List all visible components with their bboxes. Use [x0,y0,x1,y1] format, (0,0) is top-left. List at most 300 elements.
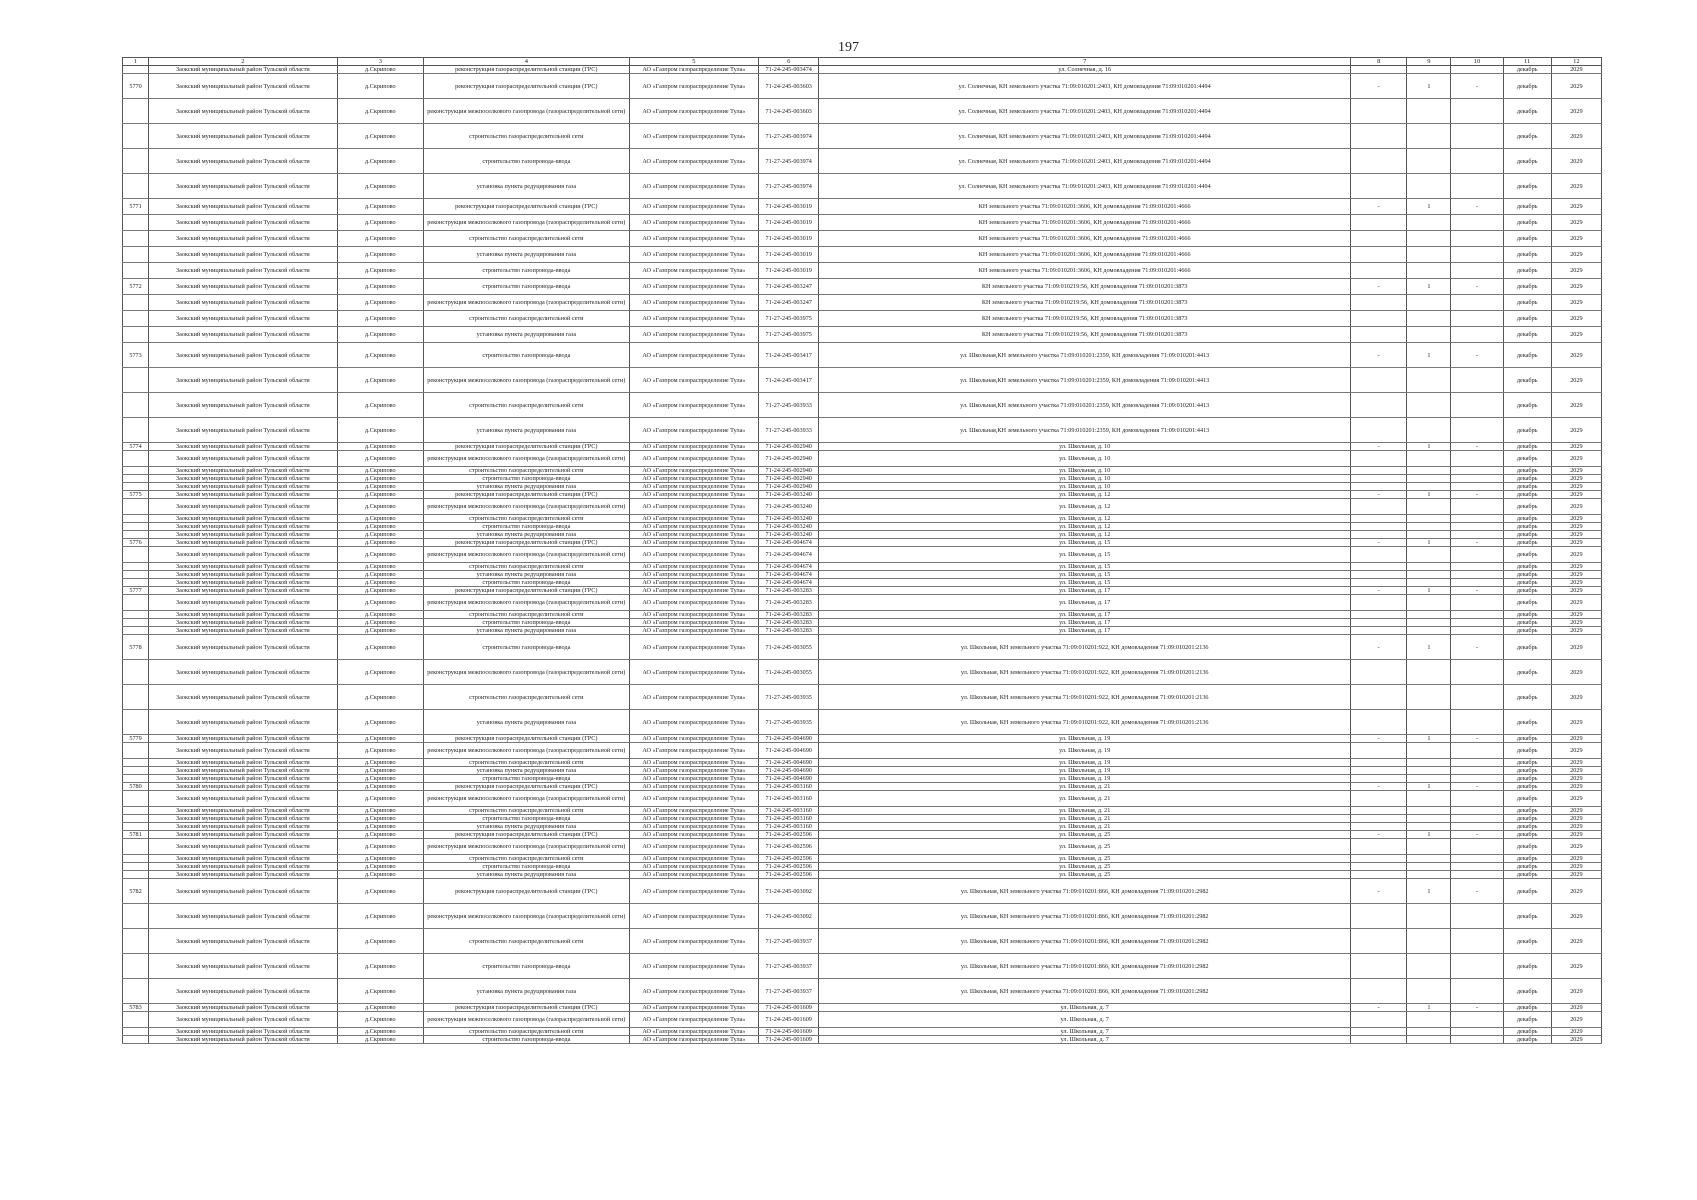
col8-cell [1351,475,1407,483]
col10-cell [1451,571,1503,579]
year-cell: 2029 [1551,735,1601,743]
table-row [123,491,1602,499]
row-number [123,263,149,279]
col10-cell: - [1451,343,1503,368]
col10-cell [1451,451,1503,467]
col8-cell [1351,1036,1407,1044]
organization-cell: АО «Газпром газораспределение Тула» [629,515,758,523]
col10-cell [1451,775,1503,783]
village-cell: д.Скрипово [337,531,423,539]
year-cell: 2029 [1551,279,1601,295]
col10-cell: - [1451,279,1503,295]
month-cell: декабрь [1503,710,1551,735]
col10-cell: - [1451,879,1503,904]
col10-cell [1451,611,1503,619]
col9-cell [1407,99,1451,124]
organization-cell: АО «Газпром газораспределение Тула» [629,443,758,451]
row-number: 5777 [123,587,149,595]
month-cell: декабрь [1503,587,1551,595]
work-type-cell: реконструкция межпоселкового газопровода (газораспределительной сети) [423,595,629,611]
month-cell: декабрь [1503,879,1551,904]
table-row [123,743,1602,759]
col9-cell [1407,215,1451,231]
row-number [123,791,149,807]
district-cell: Заокский муниципальный район Тульской области [149,775,338,783]
address-cell: ул. Школьная, д. 25 [819,863,1351,871]
district-cell: Заокский муниципальный район Тульской области [149,579,338,587]
col8-cell [1351,660,1407,685]
month-cell: декабрь [1503,124,1551,149]
work-type-cell: строительство газораспределительной сети [423,231,629,247]
col9-cell: 1 [1407,279,1451,295]
cadastral-code-cell: 71-24-245-003160 [759,807,819,815]
village-cell: д.Скрипово [337,539,423,547]
row-number [123,515,149,523]
district-cell: Заокский муниципальный район Тульской области [149,571,338,579]
work-type-cell: строительство газопровода-ввода [423,475,629,483]
month-cell: декабрь [1503,685,1551,710]
col9-cell [1407,467,1451,475]
col10-cell [1451,263,1503,279]
organization-cell: АО «Газпром газораспределение Тула» [629,595,758,611]
organization-cell: АО «Газпром газораспределение Тула» [629,1012,758,1028]
col10-cell [1451,368,1503,393]
district-cell: Заокский муниципальный район Тульской области [149,531,338,539]
organization-cell: АО «Газпром газораспределение Тула» [629,247,758,263]
organization-cell: АО «Газпром газораспределение Тула» [629,735,758,743]
work-type-cell: реконструкция межпоселкового газопровода (газораспределительной сети) [423,499,629,515]
district-cell: Заокский муниципальный район Тульской области [149,1004,338,1012]
organization-cell: АО «Газпром газораспределение Тула» [629,483,758,491]
organization-cell: АО «Газпром газораспределение Тула» [629,759,758,767]
col10-cell [1451,311,1503,327]
cadastral-code-cell: 71-27-245-003974 [759,124,819,149]
district-cell: Заокский муниципальный район Тульской области [149,1012,338,1028]
village-cell: д.Скрипово [337,451,423,467]
year-cell: 2029 [1551,619,1601,627]
month-cell: декабрь [1503,451,1551,467]
village-cell: д.Скрипово [337,443,423,451]
col8-cell: - [1351,343,1407,368]
row-number [123,743,149,759]
col8-cell [1351,710,1407,735]
table-row [123,418,1602,443]
month-cell: декабрь [1503,393,1551,418]
year-cell: 2029 [1551,627,1601,635]
village-cell: д.Скрипово [337,929,423,954]
organization-cell: АО «Газпром газораспределение Тула» [629,311,758,327]
address-cell: ул. Школьная, д. 15 [819,579,1351,587]
col10-cell: - [1451,735,1503,743]
year-cell: 2029 [1551,1036,1601,1044]
col10-cell [1451,531,1503,539]
table-row [123,791,1602,807]
table-row [123,547,1602,563]
col9-cell [1407,295,1451,311]
col8-cell [1351,1028,1407,1036]
district-cell: Заокский муниципальный район Тульской области [149,418,338,443]
col9-cell [1407,904,1451,929]
organization-cell: АО «Газпром газораспределение Тула» [629,710,758,735]
year-cell: 2029 [1551,571,1601,579]
village-cell: д.Скрипово [337,839,423,855]
organization-cell: АО «Газпром газораспределение Тула» [629,1028,758,1036]
table-row [123,393,1602,418]
col10-cell [1451,979,1503,1004]
address-cell: ул. Школьная, д. 21 [819,783,1351,791]
cadastral-code-cell: 71-24-245-003603 [759,74,819,99]
cadastral-code-cell: 71-24-245-004674 [759,563,819,571]
month-cell: декабрь [1503,831,1551,839]
year-cell: 2029 [1551,443,1601,451]
year-cell: 2029 [1551,783,1601,791]
table-row [123,759,1602,767]
village-cell: д.Скрипово [337,263,423,279]
district-cell: Заокский муниципальный район Тульской области [149,783,338,791]
cadastral-code-cell: 71-24-245-004690 [759,775,819,783]
village-cell: д.Скрипово [337,247,423,263]
col10-cell [1451,99,1503,124]
district-cell: Заокский муниципальный район Тульской области [149,1028,338,1036]
col10-cell [1451,627,1503,635]
row-number [123,571,149,579]
col9-cell [1407,775,1451,783]
row-number [123,475,149,483]
work-type-cell: установка пункта редуцирования газа [423,871,629,879]
month-cell: декабрь [1503,418,1551,443]
district-cell: Заокский муниципальный район Тульской области [149,343,338,368]
row-number: 5775 [123,491,149,499]
year-cell: 2029 [1551,563,1601,571]
col9-cell [1407,499,1451,515]
cadastral-code-cell: 71-27-245-003935 [759,685,819,710]
month-cell: декабрь [1503,66,1551,74]
table-row [123,327,1602,343]
col8-cell [1351,823,1407,831]
work-type-cell: строительство газопровода-ввода [423,579,629,587]
col9-cell: 1 [1407,74,1451,99]
table-row [123,247,1602,263]
work-type-cell: строительство газораспределительной сети [423,855,629,863]
row-number [123,1012,149,1028]
district-cell: Заокский муниципальный район Тульской области [149,831,338,839]
address-cell: ул. Школьная, д. 19 [819,735,1351,743]
row-number: 5780 [123,783,149,791]
month-cell: декабрь [1503,979,1551,1004]
cadastral-code-cell: 71-27-245-003933 [759,393,819,418]
work-type-cell: реконструкция межпоселкового газопровода (газораспределительной сети) [423,547,629,563]
cadastral-code-cell: 71-24-245-002940 [759,475,819,483]
row-number: 5770 [123,74,149,99]
cadastral-code-cell: 71-24-245-001609 [759,1028,819,1036]
table-row [123,451,1602,467]
district-cell: Заокский муниципальный район Тульской области [149,823,338,831]
work-type-cell: строительство газопровода-ввода [423,279,629,295]
village-cell: д.Скрипово [337,879,423,904]
organization-cell: АО «Газпром газораспределение Тула» [629,767,758,775]
row-number [123,247,149,263]
col8-cell [1351,393,1407,418]
work-type-cell: строительство газопровода-ввода [423,815,629,823]
col8-cell: - [1351,879,1407,904]
col10-cell [1451,1012,1503,1028]
col9-cell [1407,807,1451,815]
work-type-cell: установка пункта редуцирования газа [423,571,629,579]
row-number [123,954,149,979]
year-cell: 2029 [1551,660,1601,685]
village-cell: д.Скрипово [337,1028,423,1036]
table-row [123,807,1602,815]
cadastral-code-cell: 71-24-245-003019 [759,199,819,215]
page-number: 197 [838,40,859,55]
cadastral-code-cell: 71-24-245-002596 [759,839,819,855]
col9-cell: 1 [1407,735,1451,743]
organization-cell: АО «Газпром газораспределение Тула» [629,475,758,483]
year-cell: 2029 [1551,791,1601,807]
work-type-cell: установка пункта редуцирования газа [423,327,629,343]
work-type-cell: реконструкция межпоселкового газопровода (газораспределительной сети) [423,451,629,467]
month-cell: декабрь [1503,539,1551,547]
work-type-cell: строительство газораспределительной сети [423,515,629,523]
col9-cell [1407,149,1451,174]
district-cell: Заокский муниципальный район Тульской области [149,904,338,929]
row-number: 5781 [123,831,149,839]
month-cell: декабрь [1503,215,1551,231]
cadastral-code-cell: 71-24-245-004690 [759,735,819,743]
cadastral-code-cell: 71-24-245-002940 [759,483,819,491]
col9-cell [1407,311,1451,327]
cadastral-code-cell: 71-24-245-003019 [759,231,819,247]
col10-cell [1451,815,1503,823]
col8-cell [1351,263,1407,279]
col9-cell [1407,759,1451,767]
year-cell: 2029 [1551,231,1601,247]
district-cell: Заокский муниципальный район Тульской области [149,660,338,685]
district-cell: Заокский муниципальный район Тульской области [149,595,338,611]
district-cell: Заокский муниципальный район Тульской области [149,539,338,547]
organization-cell: АО «Газпром газораспределение Тула» [629,783,758,791]
col8-cell [1351,547,1407,563]
district-cell: Заокский муниципальный район Тульской области [149,523,338,531]
year-cell: 2029 [1551,807,1601,815]
row-number [123,99,149,124]
year-cell: 2029 [1551,1004,1601,1012]
work-type-cell: строительство газопровода-ввода [423,343,629,368]
month-cell: декабрь [1503,1012,1551,1028]
organization-cell: АО «Газпром газораспределение Тула» [629,531,758,539]
address-cell: ул. Школьная, д. 7 [819,1004,1351,1012]
table-row [123,571,1602,579]
row-number [123,855,149,863]
month-cell: декабрь [1503,483,1551,491]
month-cell: декабрь [1503,791,1551,807]
work-type-cell: строительство газораспределительной сети [423,393,629,418]
year-cell: 2029 [1551,904,1601,929]
district-cell: Заокский муниципальный район Тульской области [149,767,338,775]
district-cell: Заокский муниципальный район Тульской области [149,815,338,823]
work-type-cell: установка пункта редуцирования газа [423,710,629,735]
district-cell: Заокский муниципальный район Тульской области [149,929,338,954]
address-cell: ул. Школьная, КН земельного участка 71:09:010201:866, КН домовладения 71:09:010201:2982 [819,954,1351,979]
organization-cell: АО «Газпром газораспределение Тула» [629,66,758,74]
table-row [123,767,1602,775]
organization-cell: АО «Газпром газораспределение Тула» [629,579,758,587]
col9-cell [1407,393,1451,418]
work-type-cell: установка пункта редуцирования газа [423,483,629,491]
address-cell: ул. Школьная,КН земельного участка 71:09:010201:2359, КН домовладения 71:09:010201:4413 [819,418,1351,443]
year-cell: 2029 [1551,263,1601,279]
table-row [123,831,1602,839]
village-cell: д.Скрипово [337,499,423,515]
col9-cell [1407,515,1451,523]
village-cell: д.Скрипово [337,174,423,199]
work-type-cell: реконструкция газораспределительной станции (ГРС) [423,879,629,904]
work-type-cell: строительство газопровода-ввода [423,863,629,871]
organization-cell: АО «Газпром газораспределение Тула» [629,611,758,619]
work-type-cell: строительство газопровода-ввода [423,523,629,531]
col8-cell [1351,863,1407,871]
table-row [123,627,1602,635]
district-cell: Заокский муниципальный район Тульской области [149,871,338,879]
cadastral-code-cell: 71-27-245-003933 [759,418,819,443]
col9-cell [1407,710,1451,735]
col10-cell: - [1451,1004,1503,1012]
work-type-cell: реконструкция газораспределительной станции (ГРС) [423,443,629,451]
district-cell: Заокский муниципальный район Тульской области [149,368,338,393]
address-cell: ул. Школьная, д. 12 [819,531,1351,539]
cadastral-code-cell: 71-24-245-001609 [759,1012,819,1028]
district-cell: Заокский муниципальный район Тульской области [149,563,338,571]
village-cell: д.Скрипово [337,1004,423,1012]
year-cell: 2029 [1551,1012,1601,1028]
address-cell: ул. Школьная, д. 25 [819,831,1351,839]
table-row [123,635,1602,660]
address-cell: ул. Школьная, д. 19 [819,767,1351,775]
work-type-cell: реконструкция газораспределительной станции (ГРС) [423,587,629,595]
col8-cell [1351,418,1407,443]
work-type-cell: реконструкция межпоселкового газопровода (газораспределительной сети) [423,368,629,393]
year-cell: 2029 [1551,199,1601,215]
village-cell: д.Скрипово [337,1036,423,1044]
row-number: 5773 [123,343,149,368]
row-number [123,563,149,571]
year-cell: 2029 [1551,1028,1601,1036]
address-cell: ул. Школьная, д. 21 [819,823,1351,831]
organization-cell: АО «Газпром газораспределение Тула» [629,467,758,475]
col8-cell [1351,767,1407,775]
organization-cell: АО «Газпром газораспределение Тула» [629,571,758,579]
year-cell: 2029 [1551,879,1601,904]
col9-cell: 1 [1407,587,1451,595]
month-cell: декабрь [1503,327,1551,343]
col8-cell [1351,311,1407,327]
work-type-cell: строительство газопровода-ввода [423,149,629,174]
year-cell: 2029 [1551,499,1601,515]
year-cell: 2029 [1551,531,1601,539]
year-cell: 2029 [1551,863,1601,871]
col9-cell [1407,231,1451,247]
year-cell: 2029 [1551,295,1601,311]
district-cell: Заокский муниципальный район Тульской области [149,743,338,759]
row-number: 5783 [123,1004,149,1012]
table-row [123,475,1602,483]
year-cell: 2029 [1551,855,1601,863]
year-cell: 2029 [1551,475,1601,483]
address-cell: КН земельного участка 71:09:010219:56, КН домовладения 71:09:010201:3873 [819,327,1351,343]
row-number [123,393,149,418]
col9-cell [1407,174,1451,199]
address-cell: ул. Школьная, д. 21 [819,791,1351,807]
district-cell: Заокский муниципальный район Тульской области [149,295,338,311]
table-row [123,539,1602,547]
work-type-cell: строительство газопровода-ввода [423,954,629,979]
address-cell: ул. Школьная, д. 12 [819,491,1351,499]
year-cell: 2029 [1551,767,1601,775]
year-cell: 2029 [1551,311,1601,327]
cadastral-code-cell: 71-24-245-003055 [759,660,819,685]
year-cell: 2029 [1551,74,1601,99]
month-cell: декабрь [1503,199,1551,215]
work-type-cell: реконструкция межпоселкового газопровода (газораспределительной сети) [423,295,629,311]
village-cell: д.Скрипово [337,767,423,775]
village-cell: д.Скрипово [337,149,423,174]
table-row [123,149,1602,174]
col10-cell [1451,579,1503,587]
village-cell: д.Скрипово [337,231,423,247]
col9-cell: 1 [1407,783,1451,791]
organization-cell: АО «Газпром газораспределение Тула» [629,279,758,295]
year-cell: 2029 [1551,611,1601,619]
row-number [123,418,149,443]
district-cell: Заокский муниципальный район Тульской области [149,99,338,124]
row-number [123,499,149,515]
col8-cell: - [1351,74,1407,99]
month-cell: декабрь [1503,571,1551,579]
work-type-cell: установка пункта редуцирования газа [423,174,629,199]
col9-cell [1407,791,1451,807]
work-type-cell: реконструкция газораспределительной станции (ГРС) [423,74,629,99]
cadastral-code-cell: 71-27-245-003975 [759,327,819,343]
work-type-cell: строительство газопровода-ввода [423,775,629,783]
month-cell: декабрь [1503,563,1551,571]
col8-cell [1351,499,1407,515]
village-cell: д.Скрипово [337,279,423,295]
work-type-cell: установка пункта редуцирования газа [423,418,629,443]
cadastral-code-cell: 71-27-245-003937 [759,929,819,954]
col8-cell [1351,611,1407,619]
month-cell: декабрь [1503,735,1551,743]
village-cell: д.Скрипово [337,547,423,563]
organization-cell: АО «Газпром газораспределение Тула» [629,539,758,547]
month-cell: декабрь [1503,815,1551,823]
month-cell: декабрь [1503,783,1551,791]
col8-cell: - [1351,443,1407,451]
cadastral-code-cell: 71-24-245-002596 [759,855,819,863]
col8-cell [1351,954,1407,979]
organization-cell: АО «Газпром газораспределение Тула» [629,979,758,1004]
row-number [123,124,149,149]
address-cell: ул. Солнечная, КН земельного участка 71:09:010201:2403, КН домовладения 71:09:010201:4494 [819,99,1351,124]
address-cell: ул. Школьная, д. 15 [819,539,1351,547]
organization-cell: АО «Газпром газораспределение Тула» [629,839,758,855]
work-type-cell: установка пункта редуцирования газа [423,767,629,775]
month-cell: декабрь [1503,823,1551,831]
col8-cell [1351,531,1407,539]
cadastral-code-cell: 71-24-245-003092 [759,904,819,929]
village-cell: д.Скрипово [337,685,423,710]
address-cell: ул. Школьная, КН земельного участка 71:09:010201:922, КН домовладения 71:09:010201:2136 [819,635,1351,660]
village-cell: д.Скрипово [337,215,423,231]
